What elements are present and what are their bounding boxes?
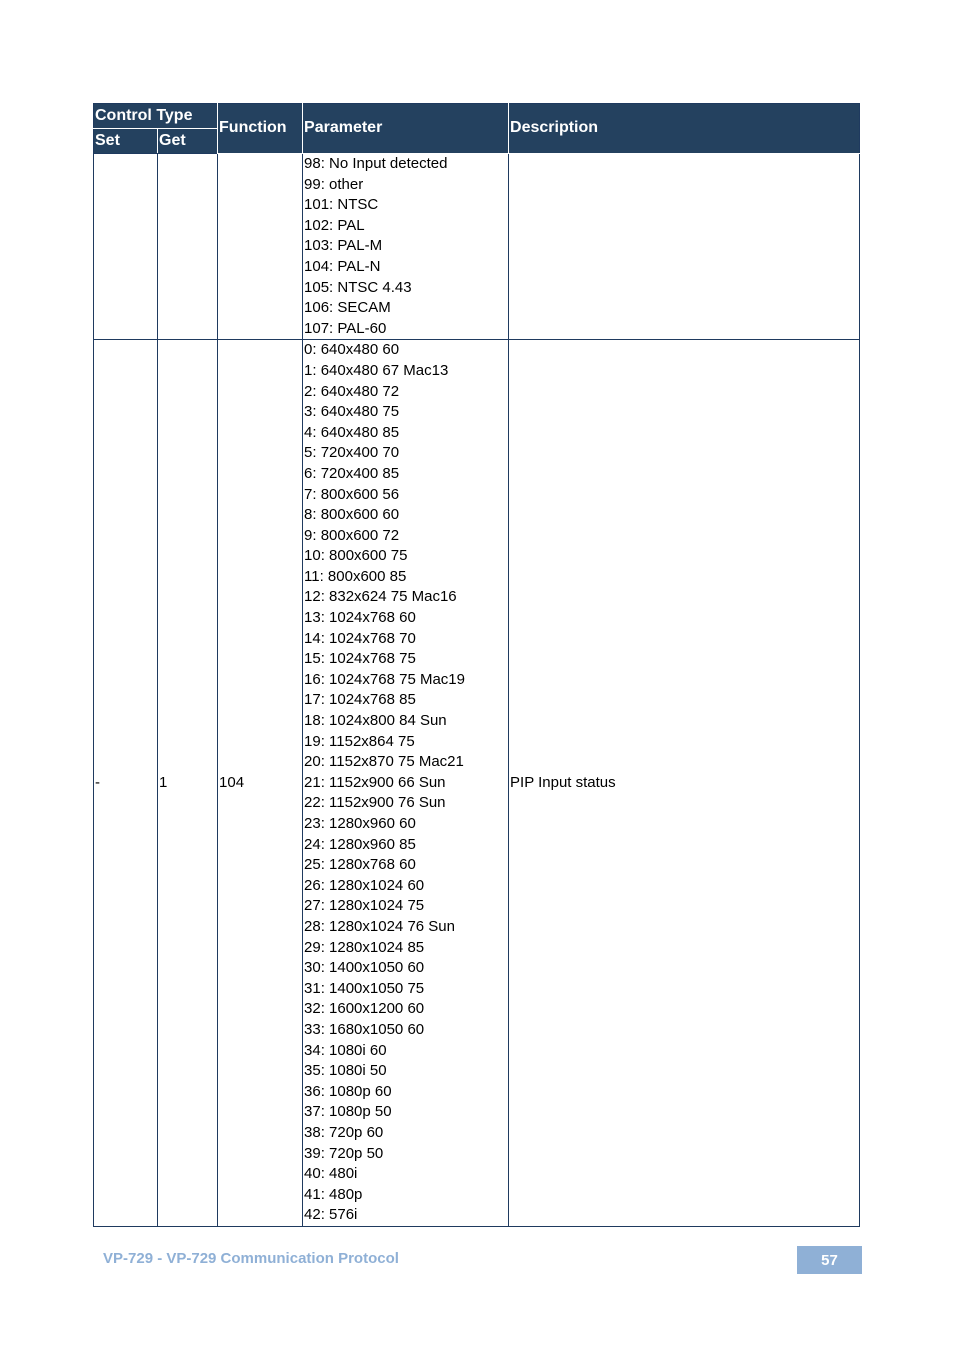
cell-parameter (303, 154, 509, 340)
parameter-item: 8: 800x600 60 (304, 506, 400, 524)
parameter-item: 42: 576i (304, 1206, 358, 1224)
parameter-item: 102: PAL (304, 216, 365, 234)
cell-description: PIP Input status (509, 340, 860, 1227)
parameter-item: 28: 1280x1024 76 Sun (304, 917, 455, 935)
header-parameter: Parameter (303, 104, 509, 154)
parameter-item: 11: 800x600 85 (304, 567, 407, 585)
table-row (94, 340, 860, 1227)
parameter-item: 29: 1280x1024 85 (304, 938, 425, 956)
parameter-item: 16: 1024x768 75 Mac19 (304, 670, 465, 688)
parameter-item: 17: 1024x768 85 (304, 691, 416, 709)
parameter-item: 31: 1400x1050 75 (304, 979, 425, 997)
parameter-item: 37: 1080p 50 (304, 1103, 392, 1121)
header-get: Get (158, 129, 218, 154)
parameter-item: 99: other (304, 175, 364, 193)
parameter-item: 4: 640x480 85 (304, 423, 400, 441)
parameter-item: 21: 1152x900 66 Sun (304, 773, 446, 791)
cell-get (158, 154, 218, 340)
header-function: Function (218, 104, 303, 154)
parameter-item: 20: 1152x870 75 Mac21 (304, 753, 464, 771)
parameter-item: 30: 1400x1050 60 (304, 959, 425, 977)
parameter-item: 36: 1080p 60 (304, 1082, 392, 1100)
parameter-item: 27: 1280x1024 75 (304, 897, 425, 915)
parameter-item: 1: 640x480 67 Mac13 (304, 361, 449, 379)
parameter-item: 38: 720p 60 (304, 1123, 384, 1141)
page-number: 57 (797, 1246, 862, 1274)
parameter-item: 22: 1152x900 76 Sun (304, 794, 446, 812)
parameter-item: 98: No Input detected (304, 155, 448, 172)
parameter-item: 3: 640x480 75 (304, 403, 400, 421)
parameter-item: 2: 640x480 72 (304, 382, 400, 400)
header-control-type: Control Type (94, 104, 218, 129)
header-description: Description (509, 104, 860, 154)
cell-parameter (303, 340, 509, 1227)
parameter-item: 40: 480i (304, 1165, 358, 1183)
parameter-item: 107: PAL-60 (304, 319, 387, 337)
parameter-item: 34: 1080i 60 (304, 1041, 387, 1059)
parameter-item: 18: 1024x800 84 Sun (304, 712, 447, 730)
header-set: Set (94, 129, 158, 154)
parameter-item: 35: 1080i 50 (304, 1062, 387, 1080)
parameter-list (304, 340, 507, 1226)
protocol-table (93, 103, 860, 1227)
parameter-item: 5: 720x400 70 (304, 444, 400, 462)
parameter-item: 10: 800x600 75 (304, 547, 408, 565)
parameter-item: 9: 800x600 72 (304, 526, 400, 544)
parameter-item: 25: 1280x768 60 (304, 856, 416, 874)
parameter-item: 106: SECAM (304, 299, 391, 317)
parameter-item: 0: 640x480 60 (304, 341, 400, 359)
parameter-item: 14: 1024x768 70 (304, 629, 416, 647)
parameter-item: 105: NTSC 4.43 (304, 278, 412, 296)
parameter-item: 32: 1600x1200 60 (304, 1000, 425, 1018)
parameter-item: 26: 1280x1024 60 (304, 876, 425, 894)
parameter-item: 39: 720p 50 (304, 1144, 384, 1162)
cell-get: 1 (158, 340, 218, 1227)
cell-function (218, 154, 303, 340)
parameter-item: 41: 480p (304, 1185, 363, 1203)
parameter-item: 19: 1152x864 75 (304, 732, 415, 750)
parameter-item: 33: 1680x1050 60 (304, 1020, 425, 1038)
footer-title: VP-729 - VP-729 Communication Protocol (103, 1250, 399, 1267)
table-row (94, 154, 860, 340)
parameter-item: 15: 1024x768 75 (304, 650, 416, 668)
parameter-item: 101: NTSC (304, 196, 379, 214)
parameter-list (304, 154, 507, 339)
parameter-item: 7: 800x600 56 (304, 485, 400, 503)
parameter-item: 13: 1024x768 60 (304, 609, 416, 627)
parameter-item: 24: 1280x960 85 (304, 835, 416, 853)
parameter-item: 104: PAL-N (304, 257, 381, 275)
cell-description (509, 154, 860, 340)
parameter-item: 6: 720x400 85 (304, 464, 400, 482)
cell-set (94, 154, 158, 340)
cell-set: - (94, 340, 158, 1227)
parameter-item: 12: 832x624 75 Mac16 (304, 588, 457, 606)
parameter-item: 103: PAL-M (304, 237, 383, 255)
cell-function: 104 (218, 340, 303, 1227)
parameter-item: 23: 1280x960 60 (304, 815, 416, 832)
